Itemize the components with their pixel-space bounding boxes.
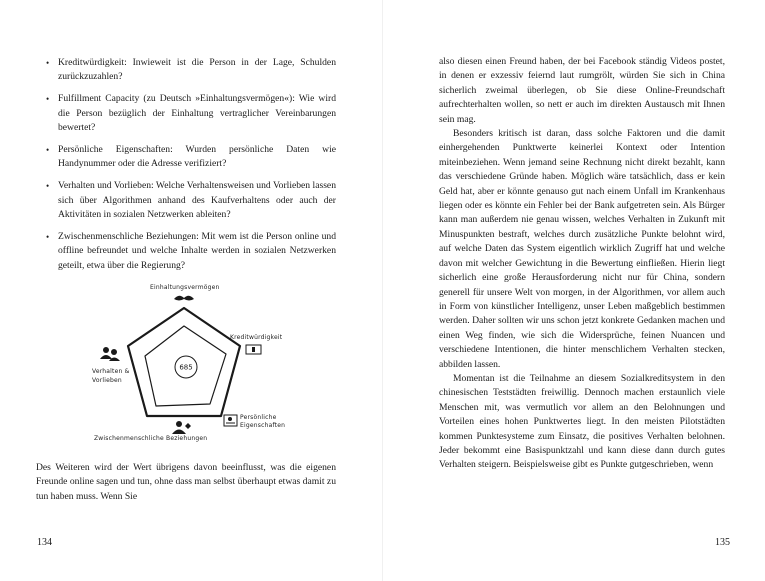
label-verhalten-vorlieben: Verhalten & Vorlieben [92,368,130,384]
criteria-list [46,56,336,281]
bullet-icon: • [46,232,50,243]
left-bottom-paragraph: Des Weiteren wird der Wert übrigens davon beeinflusst, was die eigenen Freunde online sagen und tun, ohne dass man selbst überhaupt etwas damit zu tun haben muss. Wenn Sie [36,462,336,502]
paragraph: Besonders kritisch ist daran, dass solche Faktoren und die damit einhergehenden Punktwerte keinerlei Kontext oder Intention miteinbeziehen. Wenn jemand seine Rechnung nicht direkt bezahlt, kann das verschiedene Gründe haben. Möglich wäre tatsächlich, dass er kein Geld hat, aber er könnte genauso gut nach einem Unfall im Krankenhaus liegen oder es könnte ein Fehler bei der Bank aufgetreten sein. Als Bürger kann man außerdem nie genau wissen, welches Verhalten in Zukunft mit Minuspunkten bestraft, welches durch zusätzliche Punkte belohnt wird, auf welche Daten das System eigentlich wirklich Zugriff hat und welche davon mit welcher Gewichtung in die Bewertung einfließen. Hierin liegt sicherlich eine große Herausforderung nicht nur für China, sondern generell für unsere Welt von morgen, in der Algorithmen, vor allem auch in Form von künstlicher Intelligenz, unser Leben maßgeblich bestimmen werden. Daher sollten wir uns schon jetzt konkrete Gedanken machen und einen Weg finden, wie sich die Widersprüche, feinen Nuancen und verschiedene Intentionen, die hinter menschlichem Verhalten stecken, abbilden lassen. [439,128,725,370]
left-page [0,0,382,581]
list-item [46,92,336,135]
list-item [46,143,336,172]
list-item-text: Fulfillment Capacity (zu Deutsch »Einhaltungsvermögen«): Wie wird die Person bezüglich der Einhaltung vertraglicher Vereinbarungen bewertet? [58,93,336,134]
page-number-right: 135 [715,537,730,548]
list-item-text: Kreditwürdigkeit: Inwieweit ist die Person in der Lage, Schulden zurückzuzahlen? [58,57,336,83]
people-icon [100,347,120,361]
bullet-icon: • [46,58,50,68]
list-item [46,179,336,222]
list-item-text: Persönliche Eigenschaften: Wurden persönliche Daten wie Handynummer oder die Adresse verifiziert? [58,144,336,170]
mustache-icon [174,296,194,301]
person-heart-icon [172,421,191,434]
bullet-icon: • [46,94,50,105]
right-body-text [439,55,725,473]
label-persoenliche-eigenschaften: Persönliche Eigenschaften [240,414,286,429]
label-kreditwuerdigkeit: Kreditwürdigkeit [230,334,283,341]
page-number-left: 134 [37,537,52,548]
score-value: 685 [179,363,193,372]
bullet-icon: • [46,145,50,156]
list-item-text: Zwischenmenschliche Beziehungen: Mit wem ist die Person online und offline befreundet und welche Inhalte werden in sozialen Netzwerken geteilt, etwa über die Regierung? [58,231,336,271]
list-item [46,56,336,85]
credit-card-icon [246,345,261,354]
paragraph: Momentan ist die Teilnahme an diesem Sozialkreditsystem in den chinesischen Teststädten freiwillig. Dennoch machen erstaunlich viele Menschen mit, was vermutlich vor allem an den Belohnungen und Vorteilen eines hohen Punktwertes liegt. In den meisten Pilotstädten kommen Punktesysteme zum Einsatz, die positives Verhalten belohnen. Jeder bekommt eine Basispunktzahl und kann diese dann durch gutes Verhalten steigern. Beispielsweise gibt es Punkte gutgeschrieben, wenn [439,372,725,471]
label-zwischenmenschliche-beziehungen: Zwischenmenschliche Beziehungen [94,435,208,442]
score-radar-diagram [90,276,290,452]
paragraph: also diesen einen Freund haben, der bei Facebook ständig Videos postet, in denen er exzessiv feiernd laut rumgrölt, würden Sie sich in China sicherlich zweimal überlegen, ob Sie diese Online-Freundschaft aufrechterhalten wollen, so nett er auch im direkten Austausch mit Ihnen sein mag. [439,56,725,125]
right-page [383,0,765,581]
id-card-icon [224,415,237,426]
label-einhaltungsvermoegen: Einhaltungsvermögen [150,284,220,291]
list-item-text: Verhalten und Vorlieben: Welche Verhaltensweisen und Vorlieben lassen sich über Algorithmen anhand des Kaufverhaltens oder auch der Aktivitäten in sozialen Netzwerken ableiten? [58,180,336,221]
bullet-icon: • [46,181,50,192]
list-item [46,230,336,273]
